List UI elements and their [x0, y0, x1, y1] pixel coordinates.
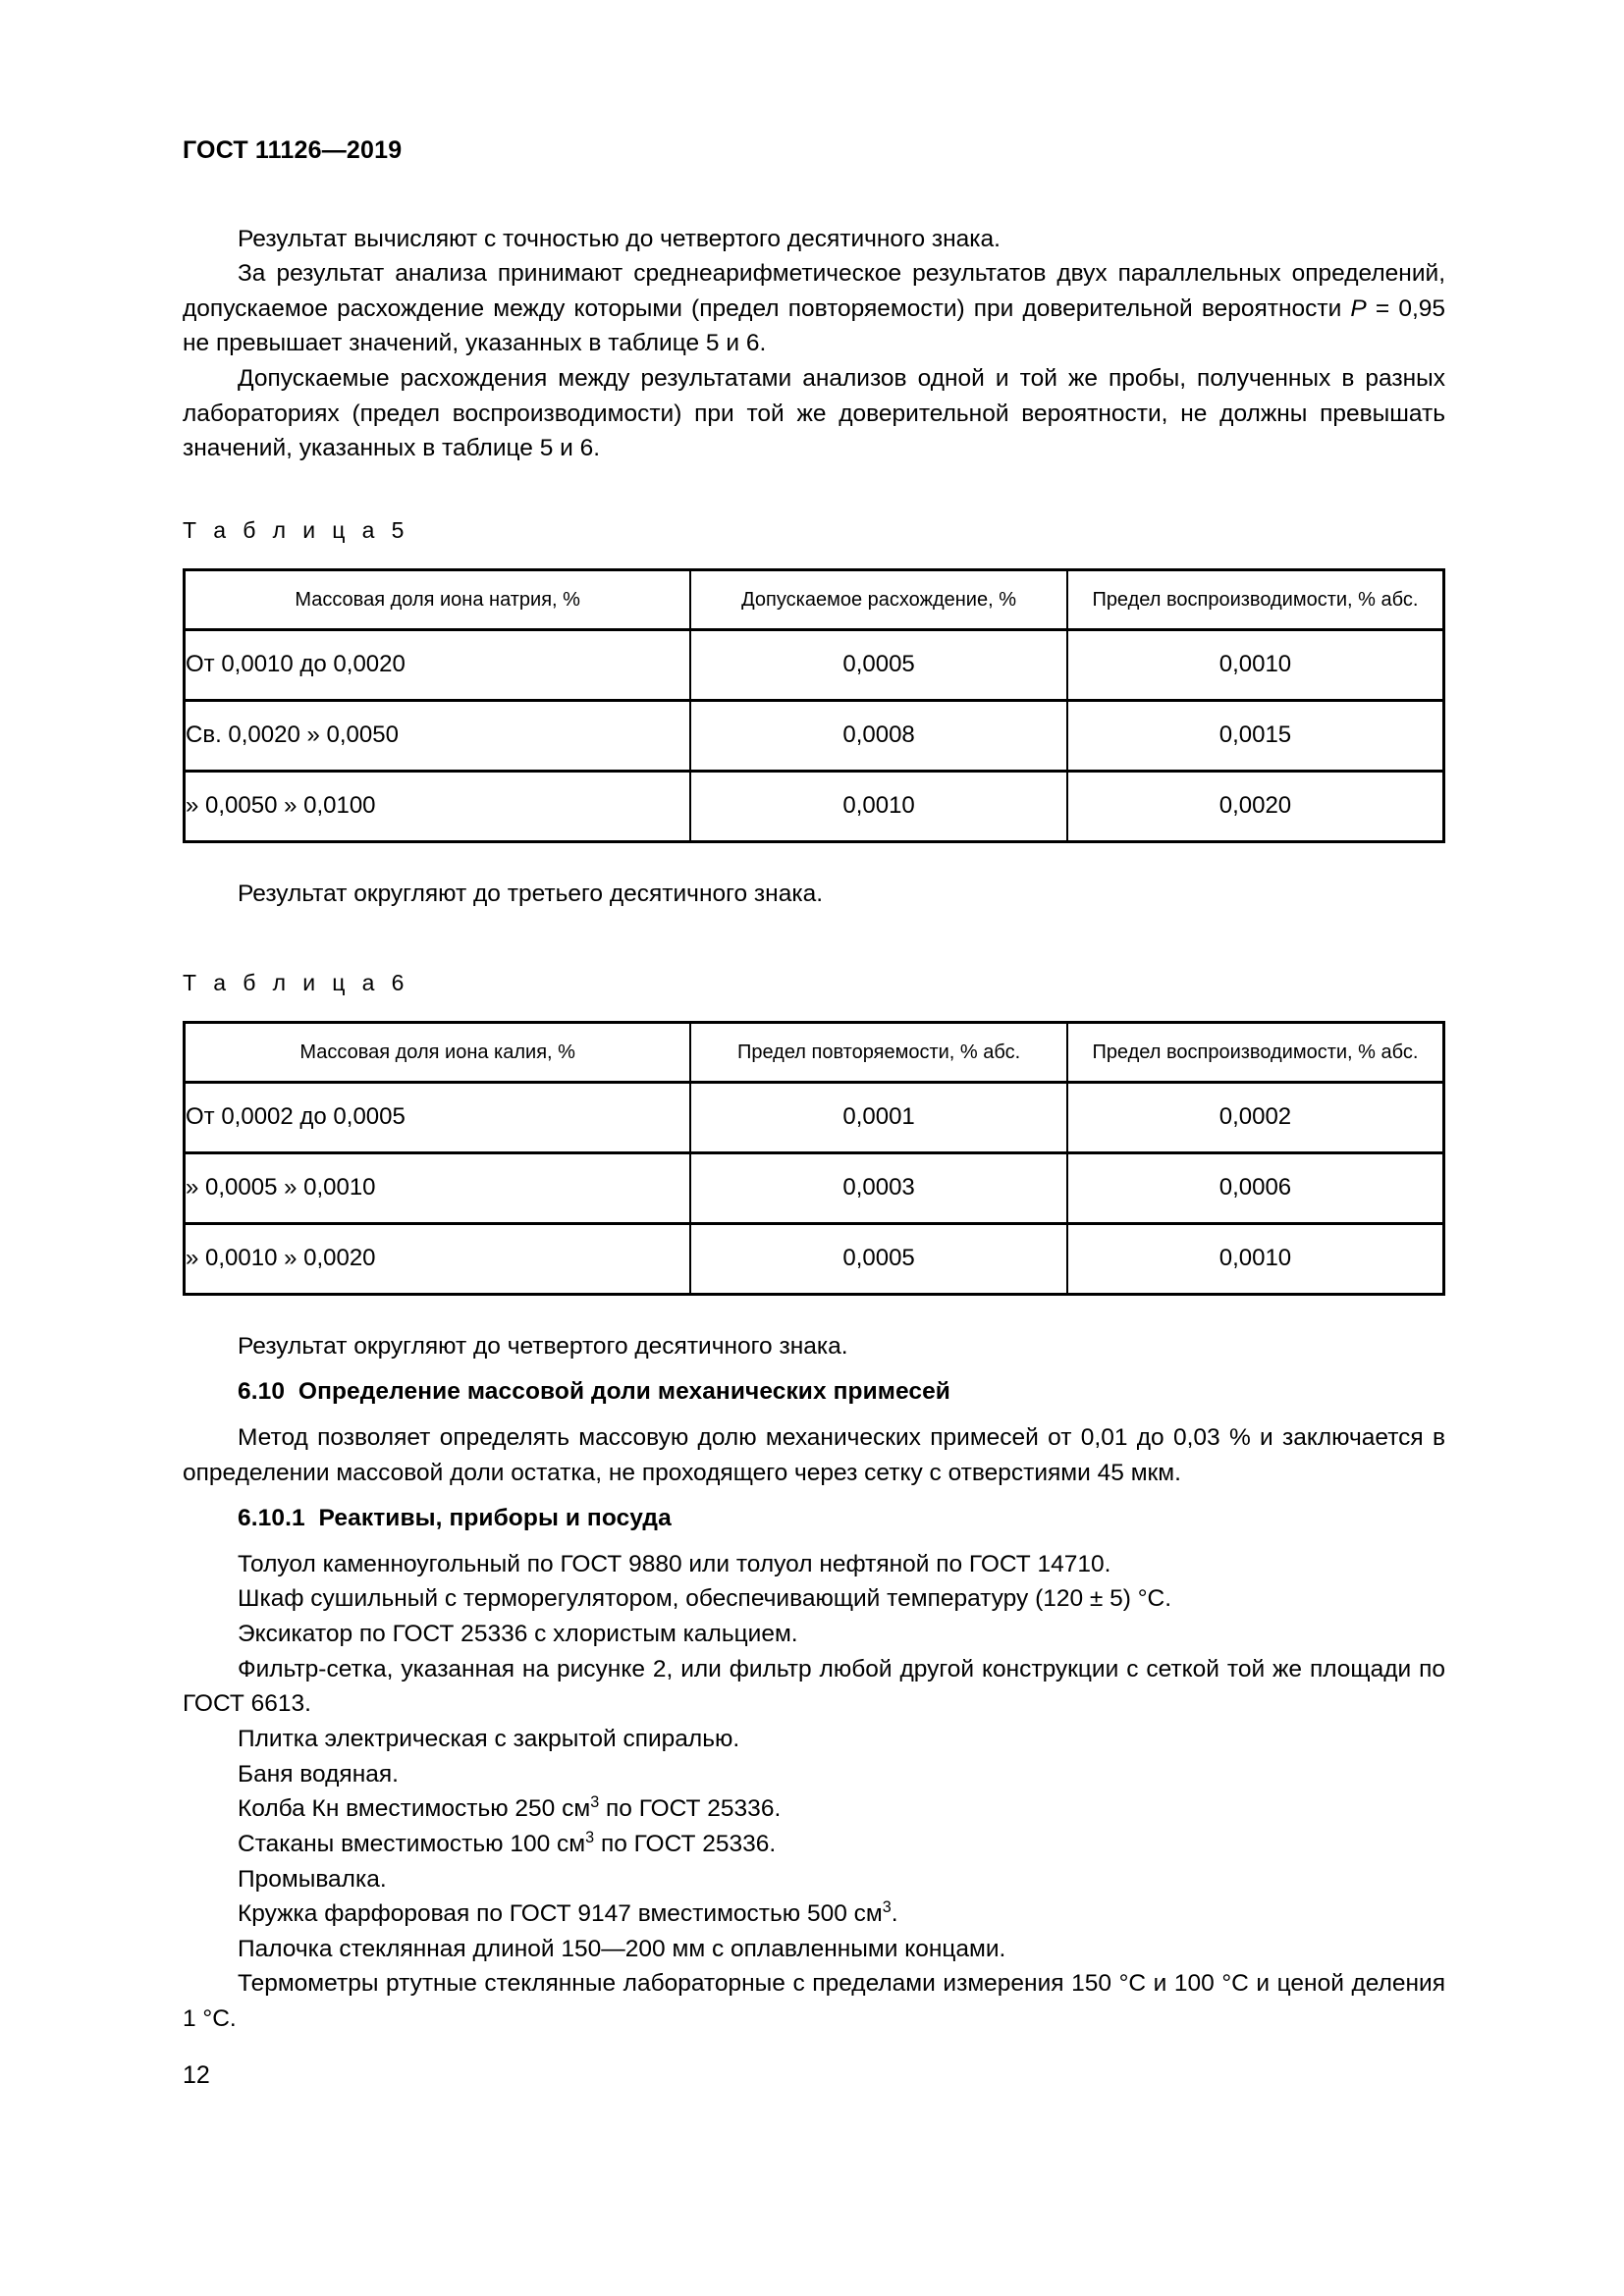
flask-superscript: 3: [590, 1793, 600, 1812]
beaker-text-b: по ГОСТ 25336.: [594, 1830, 777, 1857]
heading-6-10-title: Определение массовой доли механических примесей: [298, 1378, 950, 1406]
beaker-text-a: Стаканы вместимостью 100 см: [238, 1830, 586, 1857]
reagent-item-drying-cabinet: Шкаф сушильный с терморегулятором, обеспечивающий температуру (120 ± 5) °С.: [238, 1585, 1172, 1613]
table5-head: [185, 569, 1444, 629]
reagent-item-desiccator: Эксикатор по ГОСТ 25336 с хлористым кальцием.: [238, 1621, 798, 1648]
table5-r2-c1: Св. 0,0020 » 0,0050: [185, 700, 691, 771]
table5-header-cell-2: Допускаемое расхождение, %: [690, 569, 1067, 629]
heading-6-10-number: 6.10: [238, 1378, 286, 1406]
table6-r2-c1: » 0,0005 » 0,0010: [185, 1152, 691, 1223]
paragraph-round-fourth-decimal: Результат округляют до четвертого десятичного знака.: [238, 1332, 848, 1360]
flask-text-b: по ГОСТ 25336.: [599, 1795, 782, 1823]
mug-text-b: .: [891, 1900, 898, 1928]
table6-header-cell-3: Предел воспроизводимости, % абс.: [1067, 1022, 1444, 1082]
reagent-item-toluene: Толуол каменноугольный по ГОСТ 9880 или толуол нефтяной по ГОСТ 14710.: [238, 1550, 1111, 1577]
table6-r3-c1: » 0,0010 » 0,0020: [185, 1223, 691, 1294]
table5-body: [185, 629, 1444, 841]
heading-6-10-1: [183, 1501, 1445, 1536]
table5-r1-c2: 0,0005: [690, 629, 1067, 700]
reagent-item-thermometers: Термометры ртутные стеклянные лабораторные с пределами измерения 150 °С и 100 °С и ценой деления 1 °С.: [183, 1970, 1445, 2033]
table5-header-cell-3: Предел воспроизводимости, % абс.: [1067, 569, 1444, 629]
reagent-item-porcelain-mug: [183, 1896, 1445, 1932]
table-row: [185, 1082, 1444, 1152]
table-header-row: [185, 569, 1444, 629]
table-header-row: [185, 1022, 1444, 1082]
table5-r2-c3: 0,0015: [1067, 700, 1444, 771]
page-number: 12: [183, 2061, 210, 2089]
spacer: [183, 1410, 1445, 1420]
table6-r1-c3: 0,0002: [1067, 1082, 1444, 1152]
table6-caption: Т а б л и ц а 6: [183, 970, 409, 996]
table-row: [185, 1152, 1444, 1223]
heading-6-10-1-number: 6.10.1: [238, 1505, 305, 1532]
paragraph-precision-fourth-decimal: Результат вычисляют с точностью до четвертого десятичного знака.: [238, 225, 1001, 252]
table6-header-cell-2: Предел повторяемости, % абс.: [690, 1022, 1067, 1082]
table-row: [185, 629, 1444, 700]
spacer: [183, 1296, 1445, 1329]
paragraph-round-third-decimal: Результат округляют до третьего десятичного знака.: [238, 880, 824, 907]
table-row: [185, 771, 1444, 841]
spacer: [183, 843, 1445, 877]
heading-6-10-1-title: Реактивы, приборы и посуда: [318, 1505, 672, 1532]
page-content: [183, 137, 1445, 2037]
paragraph-part-a: За результат анализа принимают среднеарифметическое результатов двух параллельных определений, допускаемое расхождение между которыми (предел повторяемости) при доверительной вероятности: [183, 260, 1445, 322]
table-5: [183, 568, 1445, 843]
paragraph-reproducibility-limit: Допускаемые расхождения между результатами анализов одной и той же пробы, полученных в разных лабораториях (предел воспроизводимости) при той же доверительной вероятности, не должны превышать значений, указанных в таблице 5 и 6.: [183, 365, 1445, 462]
reagent-item-filter-mesh: Фильтр-сетка, указанная на рисунке 2, или фильтр любой другой конструкции с сеткой той же площади по ГОСТ 6613.: [183, 1655, 1445, 1718]
table6-r1-c1: От 0,0002 до 0,0005: [185, 1082, 691, 1152]
reagent-item-flask: [183, 1791, 1445, 1827]
spacer: [183, 1363, 1445, 1374]
table5-r2-c2: 0,0008: [690, 700, 1067, 771]
paragraph-mean-of-parallel-determinations: [183, 256, 1445, 361]
paragraph-part-b: = 0,95 не превышает значений, указанных в таблице 5 и 6.: [183, 294, 1446, 357]
spacer: [183, 911, 1445, 970]
table6-r3-c3: 0,0010: [1067, 1223, 1444, 1294]
table6-header-cell-1: Массовая доля иона калия, %: [185, 1022, 691, 1082]
table6-r2-c2: 0,0003: [690, 1152, 1067, 1223]
table6-r1-c2: 0,0001: [690, 1082, 1067, 1152]
spacer: [183, 1536, 1445, 1547]
table5-r3-c1: » 0,0050 » 0,0100: [185, 771, 691, 841]
spacer: [183, 466, 1445, 517]
table-row: [185, 700, 1444, 771]
reagent-item-wash-bottle: Промывалка.: [238, 1865, 387, 1893]
variable-p: P: [1350, 294, 1367, 322]
mug-superscript: 3: [882, 1898, 892, 1917]
table-row: [185, 1223, 1444, 1294]
spacer: [183, 1490, 1445, 1501]
heading-6-10: [183, 1374, 1445, 1410]
table6-head: [185, 1022, 1444, 1082]
reagent-item-hotplate: Плитка электрическая с закрытой спиралью.: [238, 1725, 740, 1752]
table5-r1-c3: 0,0010: [1067, 629, 1444, 700]
table6-body: [185, 1082, 1444, 1294]
table5-r1-c1: От 0,0010 до 0,0020: [185, 629, 691, 700]
table5-r3-c3: 0,0020: [1067, 771, 1444, 841]
table6-r3-c2: 0,0005: [690, 1223, 1067, 1294]
table-6: [183, 1021, 1445, 1296]
mug-text-a: Кружка фарфоровая по ГОСТ 9147 вместимостью 500 см: [238, 1900, 883, 1928]
paragraph-6-10-method: Метод позволяет определять массовую долю механических примесей от 0,01 до 0,03 % и заключается в определении массовой доли остатка, не проходящего через сетку с отверстиями 45 мкм.: [183, 1423, 1445, 1486]
table5-r3-c2: 0,0010: [690, 771, 1067, 841]
reagent-item-water-bath: Баня водяная.: [238, 1760, 399, 1788]
running-head: ГОСТ 11126—2019: [183, 136, 403, 164]
table5-caption: Т а б л и ц а 5: [183, 516, 409, 543]
reagent-item-beakers: [183, 1827, 1445, 1862]
reagent-item-glass-rod: Палочка стеклянная длиной 150—200 мм с оплавленными концами.: [238, 1935, 1006, 1962]
flask-text-a: Колба Кн вместимостью 250 см: [238, 1795, 591, 1823]
beaker-superscript: 3: [585, 1828, 595, 1846]
table5-header-cell-1: Массовая доля иона натрия, %: [185, 569, 691, 629]
table6-r2-c3: 0,0006: [1067, 1152, 1444, 1223]
